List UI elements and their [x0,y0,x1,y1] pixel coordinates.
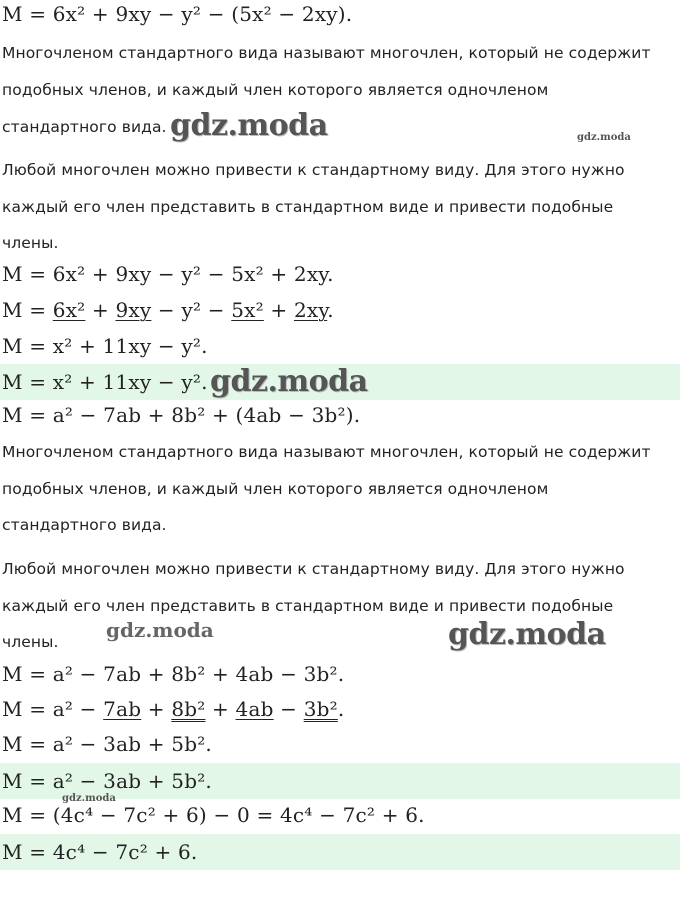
underlined-term: 5x² [231,298,264,322]
expression-a: M = 6x² + 9xy − y² − (5x² − 2xy). [2,2,353,26]
definition-line-3: стандартного вида. [2,516,167,534]
double-underlined-term: 8b² [171,697,206,721]
watermark-logo-small: gdz.moda [577,132,631,143]
step-b-2-part: + [141,697,172,721]
step-b-2-part: − [273,697,304,721]
watermark-logo: gdz.moda [210,364,368,399]
step-b-1: M = a² − 7ab + 8b² + 4ab − 3b². [2,662,345,686]
definition-line-2: подобных членов, и каждый член которого является одночленом [2,81,549,99]
step-a-2-part: + [85,298,116,322]
rule-line-3: члены. [2,633,59,651]
watermark-logo: gdz.moda [448,617,606,652]
answer-b: M = a² − 3ab + 5b². [0,763,680,799]
step-b-2-part: + [205,697,236,721]
underlined-term: 9xy [115,298,152,322]
answer-c: M = 4c⁴ − 7c² + 6. [0,834,680,870]
underlined-term: 6x² [52,298,86,322]
step-a-2-part: + [263,298,294,322]
watermark-logo: gdz.moda [170,108,328,143]
rule-line-1: Любой многочлен можно привести к стандартному виду. Для этого нужно [2,560,625,578]
watermark-logo-medium: gdz.moda [106,618,214,642]
step-a-1: M = 6x² + 9xy − y² − 5x² + 2xy. [2,262,334,286]
step-a-2 [0,298,680,322]
step-b-2-part: . [337,697,345,721]
step-b-2-part: M = a² − [2,697,104,721]
step-a-2-part: − y² − [151,298,232,322]
expression-b: M = a² − 7ab + 8b² + (4ab − 3b²). [2,403,361,427]
answer-a: M = x² + 11xy − y². [0,364,680,400]
definition-line-3: стандартного вида. [2,118,167,136]
rule-line-2: каждый его член представить в стандартном виде и привести подобные [2,198,614,216]
step-a-2-part: M = [2,298,53,322]
step-b-3: M = a² − 3ab + 5b². [2,732,212,756]
underlined-term: 4ab [235,697,274,721]
rule-line-3: члены. [2,234,59,252]
underlined-term: 7ab [103,697,142,721]
rule-line-1: Любой многочлен можно привести к стандартному виду. Для этого нужно [2,161,625,179]
step-a-3: M = x² + 11xy − y². [2,334,208,358]
definition-line-1: Многочленом стандартного вида называют многочлен, который не содержит [2,44,651,62]
definition-line-2: подобных членов, и каждый член которого является одночленом [2,480,549,498]
double-underlined-term: 3b² [303,697,338,721]
definition-line-1: Многочленом стандартного вида называют многочлен, который не содержит [2,443,651,461]
underlined-term: 2xy [293,298,328,322]
watermark-logo-small: gdz.moda [62,793,116,804]
step-a-2-part: . [327,298,334,322]
expression-c: M = (4c⁴ − 7c² + 6) − 0 = 4c⁴ − 7c² + 6. [2,803,425,827]
step-b-2 [0,697,680,721]
rule-line-2: каждый его член представить в стандартном виде и привести подобные [2,597,614,615]
